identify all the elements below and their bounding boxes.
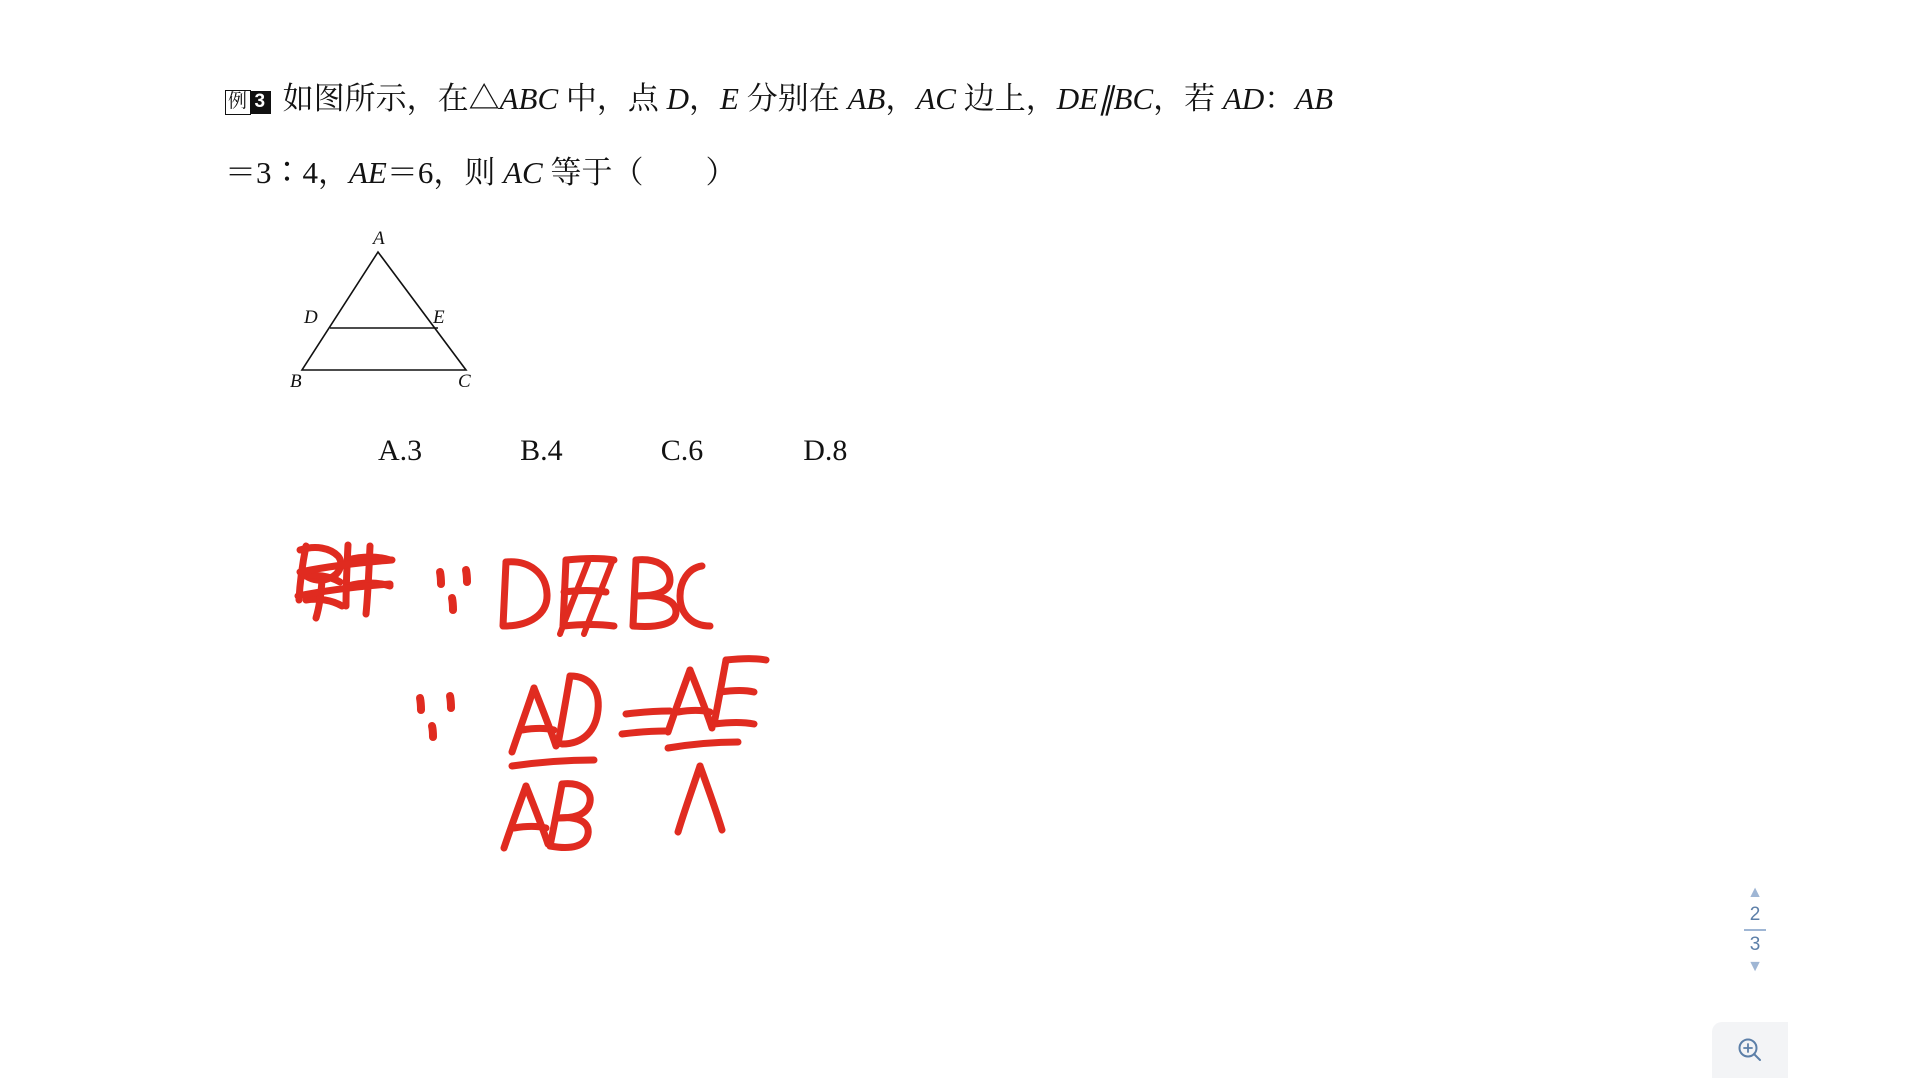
page-navigator[interactable]: [1738, 884, 1772, 976]
option-a[interactable]: A.3: [378, 434, 423, 467]
page-divider: [1744, 929, 1766, 931]
problem-text-15: ：: [1264, 81, 1296, 116]
problem-text-16: AB: [1295, 81, 1334, 116]
problem-text-4: D: [666, 81, 690, 116]
problem-text-11: 边上，: [955, 81, 1057, 116]
problem-statement: [225, 55, 1745, 143]
problem-text-6: E: [720, 81, 739, 116]
problem-text-12: DE∥BC: [1056, 81, 1154, 116]
problem-text-9: ，: [885, 81, 917, 116]
problem-text-14: AD: [1222, 81, 1265, 116]
option-b[interactable]: B.4: [520, 434, 563, 467]
zoom-in-icon: [1735, 1035, 1765, 1065]
total-page-number: 3: [1749, 933, 1761, 955]
problem-text-3: 中，点: [558, 81, 667, 116]
example-badge: [225, 90, 271, 115]
page-down-arrow-icon[interactable]: ▼: [1747, 957, 1763, 975]
label-b: B: [290, 371, 302, 390]
option-d[interactable]: D.8: [803, 434, 848, 467]
problem-line2-text-5: 等于（ ）: [542, 155, 737, 190]
problem-line2-text-3: ＝6，则: [386, 155, 504, 190]
problem-text-2: ABC: [499, 81, 559, 116]
problem-line2-text-4: AC: [503, 155, 543, 190]
example-number: 3: [250, 91, 271, 114]
problem-text-13: ，若: [1153, 81, 1223, 116]
label-c: C: [458, 371, 471, 390]
problem-text-8: AB: [847, 81, 886, 116]
problem-line2-text-2: AE: [349, 155, 387, 190]
problem-text-7: 分别在: [738, 81, 848, 116]
triangle-figure: [290, 230, 490, 390]
problem-text-5: ，: [689, 81, 721, 116]
label-a: A: [373, 230, 385, 249]
example-label: 例: [225, 90, 251, 115]
current-page-number: 2: [1749, 904, 1761, 925]
problem-text-1: 如图所示，在△: [282, 81, 500, 116]
zoom-in-button[interactable]: [1712, 1022, 1788, 1078]
problem-line2-text-1: ＝3∶4，: [225, 155, 349, 190]
problem-text-10: AC: [916, 81, 956, 116]
label-d: D: [304, 307, 318, 328]
page-up-arrow-icon[interactable]: ▲: [1747, 884, 1763, 901]
label-e: E: [433, 307, 445, 328]
answer-options: [378, 434, 847, 468]
option-c[interactable]: C.6: [660, 434, 704, 467]
problem-statement-line2: [225, 143, 737, 203]
